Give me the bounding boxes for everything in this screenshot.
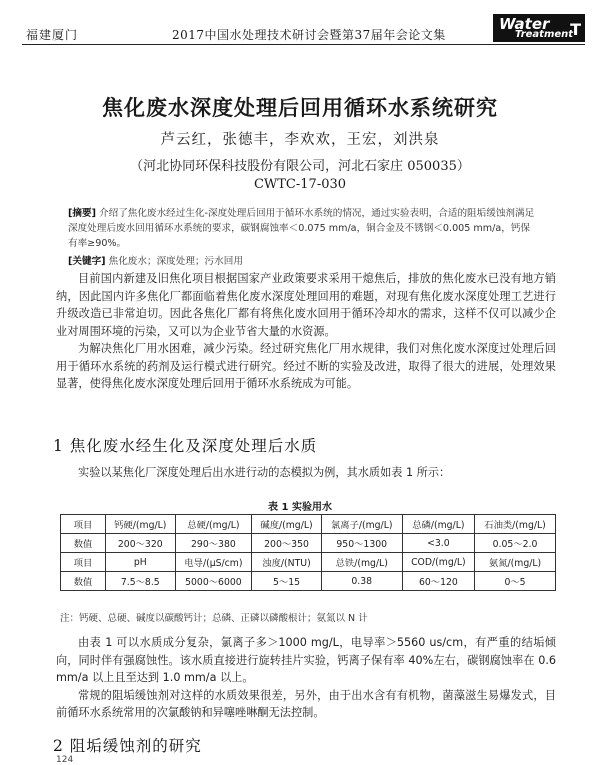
- logo-mark: T: [570, 20, 581, 39]
- table-cell: 0.38: [321, 572, 402, 591]
- table-cell: 氨氮/(mg/L): [475, 553, 556, 572]
- table-cell: 总硬/(mg/L): [175, 515, 252, 534]
- table-cell: COD/(mg/L): [402, 553, 474, 572]
- table-cell: 氯离子/(mg/L): [321, 515, 402, 534]
- header-location: 福建厦门: [26, 28, 79, 42]
- abstract-label: [摘要]: [68, 208, 96, 219]
- table-cell: 950～1300: [321, 534, 402, 553]
- abstract-text: 介绍了焦化废水经过生化-深度处理后回用于循环水系统的情况，通过实验表明，合适的阻垢缓蚀剂满足深度处理后废水回用循环水系统的要求，碳钢腐蚀率＜0.075 mm/a，铜合金及不锈钢＜0.005 mm/a，钙保有率≥90%。: [68, 208, 535, 249]
- table-cell: 7.5～8.5: [106, 572, 176, 591]
- table-cell: 浊度/(NTU): [252, 553, 322, 572]
- paper-code: CWTC-17-030: [253, 177, 347, 192]
- intro-paragraph-2: 为解决焦化厂用水困难，减少污染。经过研究焦化厂用水规律，我们对焦化废水深度过处理后回用于循环水系统的药剂及运行模式进行研究。经过不断的实验及改进，取得了很大的进展，处理效果显著，使得焦化废水深度处理后回用于循环水系统成为可能。: [56, 342, 556, 390]
- table-row: [61, 534, 556, 553]
- header-conference: 2017中国水处理技术研讨会暨第37届年会论文集: [172, 28, 446, 42]
- table-cell: 石油类/(mg/L): [475, 515, 556, 534]
- section-2-heading: 2 阻垢缓蚀剂的研究: [53, 737, 202, 755]
- table-cell: 200～320: [106, 534, 176, 553]
- page-number: 124: [56, 755, 74, 765]
- section-1-intro: [56, 464, 556, 482]
- intro-paragraph-1: 目前国内新建及旧焦化项目根据国家产业政策要求采用干熄焦后，排放的焦化废水已没有地方销纳，因此国内许多焦化厂都面临着焦化废水深度处理回用的难题，对现有焦化废水深度处理工艺进行升级改造已非常迫切。因此各焦化厂都有将焦化废水回用于循环冷却水的需求，这样不仅可以减少企业对周围环境的污染，又可以为企业节省大量的水资源。: [56, 272, 556, 338]
- analysis: [56, 634, 556, 722]
- water-treatment-logo: [493, 14, 585, 42]
- table-row: [61, 572, 556, 591]
- table-row: [61, 515, 556, 534]
- analysis-paragraph-1: 由表 1 可以水质成分复杂，氯离子多＞1000 mg/L，电导率＞5560 us/cm，有严重的结垢倾向，同时伴有强腐蚀性。该水质直接进行旋转挂片实验，钙离子保有率 40%左右，碳钢腐蚀率在 0.6 mm/a 以上且至达到 1.0 mm/a 以上。: [56, 636, 556, 684]
- table-cell: 电导/(μS/cm): [175, 553, 252, 572]
- table-caption: 表 1 实验用水: [268, 502, 332, 513]
- table-row: [61, 553, 556, 572]
- logo-line2: Treatment: [515, 29, 574, 40]
- affiliation: （河北协同环保科技股份有限公司，河北石家庄 050035）: [130, 159, 470, 174]
- table-cell: 项目: [61, 553, 106, 572]
- table-cell: 200～350: [252, 534, 322, 553]
- table-cell: 项目: [61, 515, 106, 534]
- abstract: [68, 206, 538, 269]
- table-cell: 0～5: [475, 572, 556, 591]
- table-cell: 总铁/(mg/L): [321, 553, 402, 572]
- keywords-text: 焦化废水；深度处理；污水回用: [108, 256, 243, 267]
- table-cell: 数值: [61, 572, 106, 591]
- authors: 芦云红，张德丰，李欢欢，王宏，刘洪泉: [160, 132, 440, 148]
- paper-title: 焦化废水深度处理后回用循环水系统研究: [102, 96, 498, 120]
- table-cell: 290～380: [175, 534, 252, 553]
- table-cell: 60～120: [402, 572, 474, 591]
- section-1-intro-text: 实验以某焦化厂深度处理后出水进行动的态模拟为例，其水质如表 1 所示：: [78, 466, 451, 479]
- table-cell: 5000～6000: [175, 572, 252, 591]
- table-cell: 钙硬/(mg/L): [106, 515, 176, 534]
- table-cell: 碱度/(mg/L): [252, 515, 322, 534]
- analysis-paragraph-2: 常规的阻垢缓蚀剂对这样的水质效果很差，另外，由于出水含有有机物，菌藻滋生易爆发式，目前循环水系统常用的次氯酸钠和异噻唑啉酮无法控制。: [56, 688, 556, 719]
- table-cell: 5～15: [252, 572, 322, 591]
- logo-line1: Water: [499, 15, 550, 33]
- table-cell: <3.0: [402, 534, 474, 553]
- table-note: 注：钙硬、总硬、碱度以碳酸钙计；总磷、正磷以磷酸根计；氨氮以 N 计: [60, 613, 368, 624]
- keywords: [68, 254, 538, 269]
- keywords-label: [关键字]: [68, 256, 106, 267]
- water-quality-table: [60, 514, 556, 591]
- table-cell: 总磷/(mg/L): [402, 515, 474, 534]
- abstract-body: [68, 206, 538, 251]
- table-cell: 数值: [61, 534, 106, 553]
- section-1-heading: 1 焦化废水经生化及深度处理后水质: [53, 437, 318, 455]
- table-cell: pH: [106, 553, 176, 572]
- introduction: [56, 270, 556, 393]
- table-cell: 0.05～2.0: [475, 534, 556, 553]
- running-header: [22, 14, 585, 45]
